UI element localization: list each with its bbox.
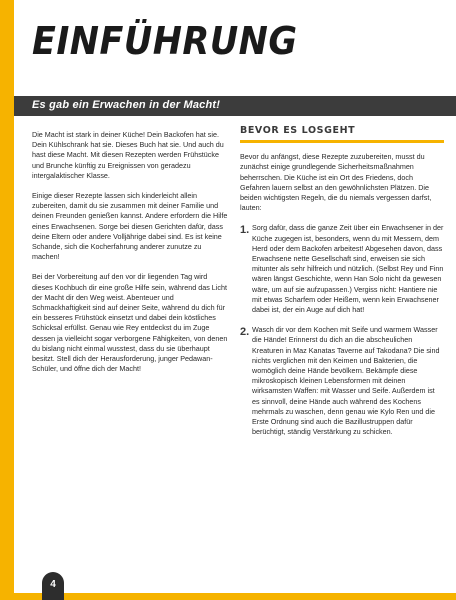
- list-item-text: Wasch dir vor dem Kochen mit Seife und warmem Wasser die Hände! Erinnerst du dich an die abscheulichen Kreaturen in Maz Kanatas Taverne auf Takodana? Die sind nichts verglichen mit den Keimen und Bakterien, die womöglich deine Hände bevölkern. Bekämpfe diese mikroskopisch kleinen Lebensformen mit deinen wirksamsten Waffen: mit Wasser und Seife. Außerdem ist es sinnvoll, deine Hände auch während des Kochens mehrmals zu waschen, denn genau wie Kylo Ren und die Erste Ordnung sind auch die Bazillustruppen dafür berüchtigt, ständig Verstärkung zu schicken.: [252, 325, 440, 437]
- list-item-number: 2.: [240, 326, 250, 339]
- intro-paragraph: Bevor du anfängst, diese Rezepte zuzubereiten, musst du zunächst einige grundlegende Sicherheitsmaßnahmen beherrschen. Die Küche ist ein Ort des Friedens, doch Gefahren lauern selbst an den gewöhnlichsten Plätzen. Die beiden wichtigsten Regeln, die du niemals vergessen darfst, lauten:: [240, 152, 432, 213]
- subtitle-banner: [14, 96, 456, 116]
- bottom-rule: [14, 593, 456, 600]
- paragraph: Einige dieser Rezepte lassen sich kinderleicht allein zubereiten, damit du sie zusammen mit deiner Familie und deinen Freunden genießen kannst. Andere erfordern die Hilfe eines Erwachsenen. Sorge bei diesen Gerichten dafür, dass deine Eltern oder andere Volljährige dabei sind. Es ist keine Schande, sich die Kocherfahrung anderer zunutze zu machen!: [32, 191, 228, 262]
- right-column: [240, 126, 444, 447]
- page-title: EINFÜHRUNG: [32, 19, 298, 63]
- list-item: [240, 325, 444, 437]
- paragraph: Die Macht ist stark in deiner Küche! Dein Backofen hat sie. Dein Kühlschrank hat sie. Dieses Buch hat sie. Und auch du hast diese Macht. Mit diesen Rezepten werden Frühstücke und Brunche künftig zu Ereignissen von geradezu intergalaktischer Klasse.: [32, 130, 224, 180]
- book-page: [14, 0, 456, 600]
- page-number-tab: [42, 572, 64, 600]
- page-number: 4: [50, 579, 56, 590]
- paragraph: Bei der Vorbereitung auf den vor dir liegenden Tag wird dieses Kochbuch dir eine große Hilfe sein, während das Licht der Macht dir den Weg weist. Abenteuer und Schmackhaftigkeit sind auf deiner Seite, während du dich für ein besseres Frühstück einsetzt und dabei dein köstliches Schicksal erfüllst. Genau wie Rey entdeckst du im Zuge dessen ja vielleicht sogar verborgene Fähigkeiten, von denen du bislang nicht einmal wusstest, dass du sie überhaupt besitzt. Stell dich der Herausforderung, junger Pedawan-Schüler, und öffne dich der Macht!: [32, 272, 228, 374]
- left-column: [32, 130, 228, 384]
- list-item-text: Sorg dafür, dass die ganze Zeit über ein Erwachsener in der Küche zugegen ist, besonders, wenn du mit Messern, dem Herd oder dem Backofen arbeitest! Abgesehen davon, dass Erwachsene nette Gesellschaft sind, erweisen sie sich mitunter als sehr hilfreich und nützlich. (Selbst Rey und Finn wären längst Geschichte, wenn Han Solo nicht da gewesen wäre, um auf sie aufzupassen.) Vergiss nicht: Hantiere nie mit etwas Scharfem oder Heißem, wenn kein Erwachsener dabei ist, der ein Auge auf dich hat!: [252, 223, 444, 315]
- banner-text: Es gab ein Erwachen in der Macht!: [32, 99, 221, 111]
- section-divider: [240, 140, 444, 143]
- list-item: [240, 223, 444, 315]
- list-item-number: 1.: [240, 224, 250, 237]
- section-title: BEVOR ES LOSGEHT: [240, 125, 356, 136]
